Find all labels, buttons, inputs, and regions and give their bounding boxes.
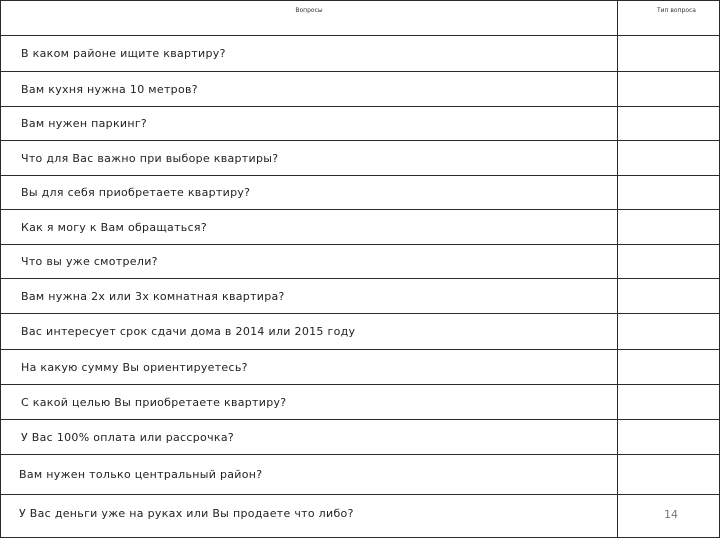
page-number: 14	[664, 508, 678, 521]
header-type-cell	[618, 1, 720, 36]
question-cell: Что для Вас важно при выборе квартиры?	[1, 141, 618, 176]
table-row	[1, 350, 720, 385]
type-cell	[618, 176, 720, 210]
table-row	[1, 420, 720, 455]
type-cell	[618, 350, 720, 385]
question-cell: Что вы уже смотрели?	[1, 245, 618, 279]
type-cell	[618, 314, 720, 350]
question-cell: Вам нужна 2х или 3х комнатная квартира?	[1, 279, 618, 314]
type-cell	[618, 385, 720, 420]
type-cell	[618, 245, 720, 279]
header-questions-label: Вопросы	[295, 6, 323, 14]
question-cell: Вас интересует срок сдачи дома в 2014 или 2015 году	[1, 314, 618, 350]
header-type-label: Тип вопроса	[657, 6, 696, 14]
type-cell	[618, 141, 720, 176]
question-cell: На какую сумму Вы ориентируетесь?	[1, 350, 618, 385]
table-row	[1, 141, 720, 176]
table-row	[1, 495, 720, 538]
question-cell: Вам нужен паркинг?	[1, 107, 618, 141]
question-cell: У Вас 100% оплата или рассрочка?	[1, 420, 618, 455]
type-cell	[618, 210, 720, 245]
question-cell: Как я могу к Вам обращаться?	[1, 210, 618, 245]
type-cell	[618, 72, 720, 107]
type-cell	[618, 279, 720, 314]
table-row	[1, 245, 720, 279]
question-cell: Вам нужен только центральный район?	[1, 455, 618, 495]
table-row	[1, 176, 720, 210]
type-cell	[618, 107, 720, 141]
type-cell	[618, 420, 720, 455]
table-row	[1, 455, 720, 495]
table-header-row	[1, 1, 720, 36]
type-cell	[618, 36, 720, 72]
table-row	[1, 107, 720, 141]
table-row	[1, 210, 720, 245]
table-row	[1, 279, 720, 314]
question-cell: С какой целью Вы приобретаете квартиру?	[1, 385, 618, 420]
question-cell: У Вас деньги уже на руках или Вы продаете что либо?	[1, 495, 618, 538]
question-cell: Вам кухня нужна 10 метров?	[1, 72, 618, 107]
table-row	[1, 314, 720, 350]
header-question-cell	[1, 1, 618, 36]
question-cell: В каком районе ищите квартиру?	[1, 36, 618, 72]
table-row	[1, 385, 720, 420]
table-row	[1, 36, 720, 72]
question-cell: Вы для себя приобретаете квартиру?	[1, 176, 618, 210]
table-row	[1, 72, 720, 107]
type-cell	[618, 455, 720, 495]
